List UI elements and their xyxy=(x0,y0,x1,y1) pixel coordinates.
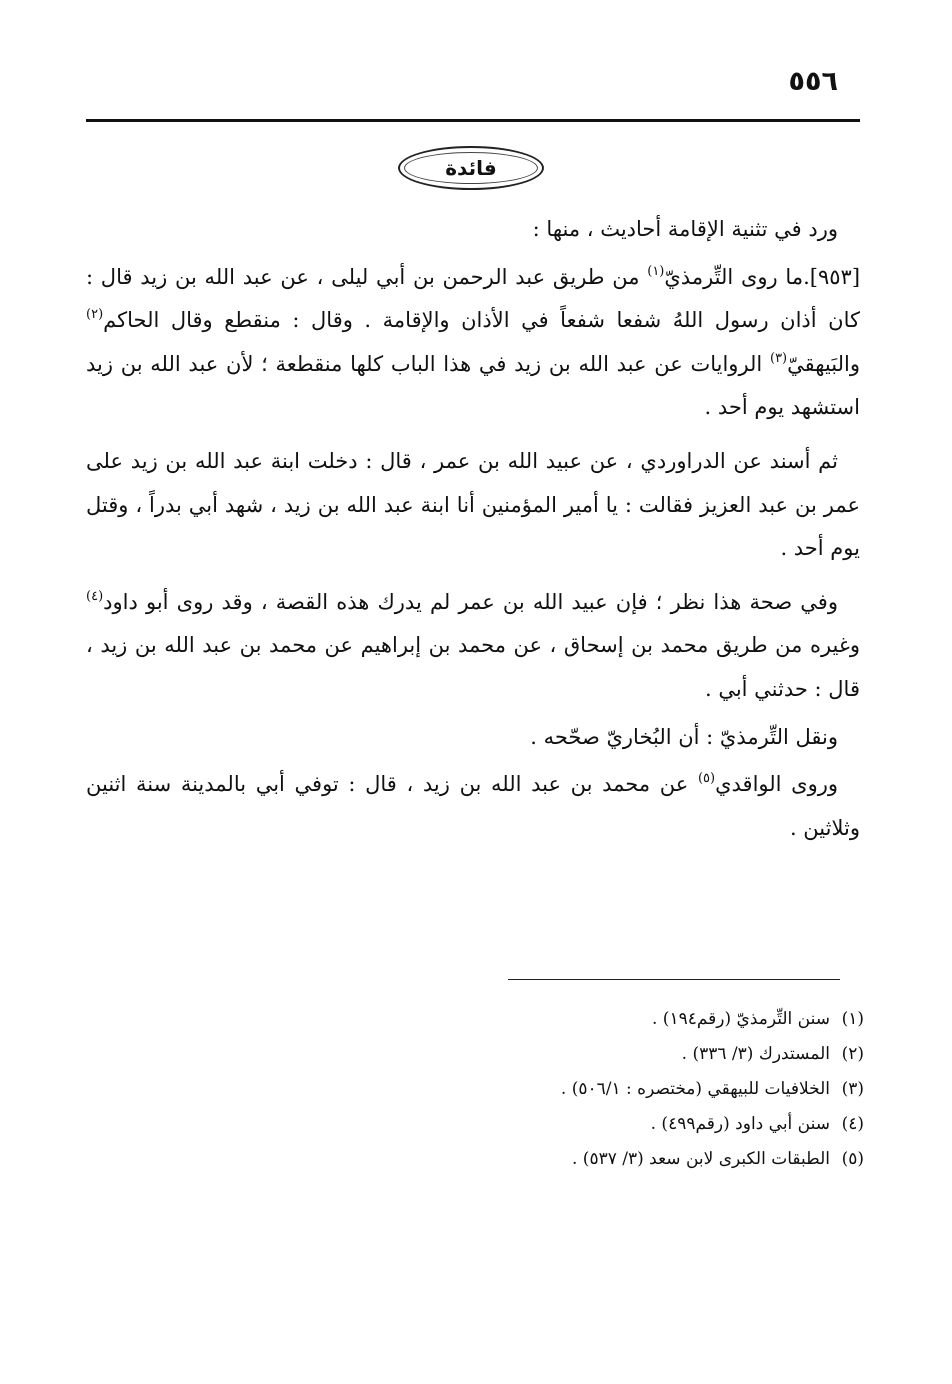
paragraph-waqidi xyxy=(86,763,860,850)
paragraph-bukhari xyxy=(86,716,860,760)
footnote-text: الطبقات الكبرى لابن سعد (٣/ ٥٣٧) . xyxy=(572,1149,830,1169)
footnote-3 xyxy=(304,1072,864,1107)
footnote-5 xyxy=(304,1142,864,1177)
footnote-separator xyxy=(508,979,840,980)
footnote-number: (٥) xyxy=(841,1149,864,1169)
footnote-number: (٤) xyxy=(841,1114,864,1134)
page-number: ٥٥٦ xyxy=(788,66,838,97)
section-heading: فائدة xyxy=(445,156,497,180)
footnote-number: (٢) xyxy=(841,1044,864,1064)
hadith-ref-number: [٩٥٣] xyxy=(809,264,861,289)
section-heading-badge xyxy=(398,146,544,190)
footnote-marker-1[interactable]: (١) xyxy=(647,263,665,279)
paragraph-bukhari-text: ونقل التِّرمذيّ : أن البُخاريّ صحّحه . xyxy=(530,724,838,749)
footnote-text: سنن التِّرمذيّ (رقم١٩٤) . xyxy=(651,1009,830,1029)
paragraph-darawardi-text: ثم أسند عن الدراوردي ، عن عبيد الله بن عمر ، قال : دخلت ابنة عبد الله بن زيد على عمر بن عبد العزيز فقالت : يا أمير المؤمنين أنا ابنة عبد الله بن زيد ، شهد أبي بدراً ، وقتل يوم أحد . xyxy=(86,448,860,561)
footnote-2 xyxy=(304,1037,864,1072)
header-rule xyxy=(86,119,860,122)
footnote-marker-3[interactable]: (٣) xyxy=(769,350,788,366)
footnote-1 xyxy=(304,1002,864,1037)
hadith-item-953 xyxy=(86,256,860,430)
hadith-text-2: من طريق عبد الرحمن بن أبي ليلى ، عن عبد الله بن زيد قال : كان أذان رسول اللهُ شفعا شفعاً في الأذان والإقامة . وقال : منقطع وقال الحاكم xyxy=(86,264,860,333)
paragraph-critique-text-1: وفي صحة هذا نظر ؛ فإن عبيد الله بن عمر لم يدرك هذه القصة ، وقد روى أبو داود xyxy=(103,589,838,614)
footnotes xyxy=(304,1002,864,1177)
footnote-marker-2[interactable]: (٢) xyxy=(86,307,104,323)
footnote-text: سنن أبي داود (رقم٤٩٩) . xyxy=(650,1114,830,1134)
footnote-marker-5[interactable]: (٥) xyxy=(697,771,716,787)
hadith-text-3: والبَيهقيّ xyxy=(787,351,860,376)
paragraph-waqidi-text-2: عن محمد بن عبد الله بن زيد ، قال : توفي أبي بالمدينة سنة اثنين وثلاثين . xyxy=(86,772,860,840)
footnote-number: (٣) xyxy=(841,1079,864,1099)
paragraph-darawardi xyxy=(86,440,860,571)
footnote-marker-4[interactable]: (٤) xyxy=(86,588,104,604)
paragraph-waqidi-text-1: وروى الواقدي xyxy=(715,772,838,797)
main-text xyxy=(86,208,860,850)
hadith-text-4: الروايات عن عبد الله بن زيد في هذا الباب كلها منقطعة ؛ لأن عبد الله بن زيد استشهد يوم أحد . xyxy=(86,351,860,420)
footnote-text: الخلافيات للبيهقي (مختصره : ٥٠٦/١) . xyxy=(560,1079,830,1099)
footnote-number: (١) xyxy=(841,1009,864,1029)
paragraph-critique xyxy=(86,581,860,712)
paragraph-critique-text-2: وغيره من طريق محمد بن إسحاق ، عن محمد بن إبراهيم عن محمد بن عبد الله بن زيد ، قال : حدثني أبي . xyxy=(86,633,860,701)
intro-text: ورد في تثنية الإقامة أحاديث ، منها : xyxy=(532,217,838,241)
intro-paragraph xyxy=(86,208,860,252)
footnote-text: المستدرك (٣/ ٣٣٦) . xyxy=(681,1044,830,1064)
footnote-4 xyxy=(304,1107,864,1142)
hadith-text-1: .ما روى التِّرمذيّ xyxy=(664,264,810,289)
